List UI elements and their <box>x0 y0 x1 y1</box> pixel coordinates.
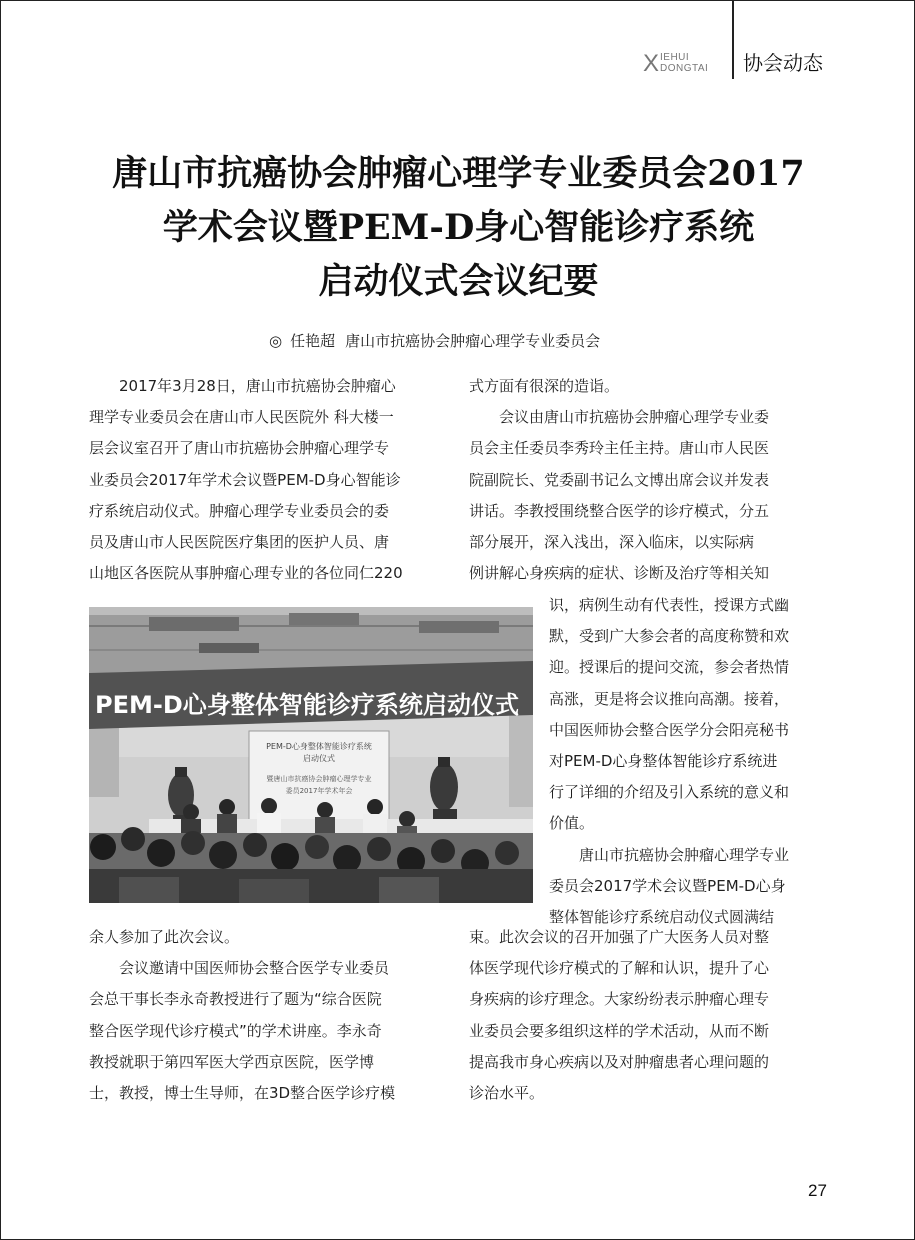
text-line: 疗系统启动仪式。肿瘤心理学专业委员会的委 <box>89 501 390 520</box>
brand-top: IEHUI <box>660 52 690 63</box>
text-line: 身疾病的诊疗理念。大家纷纷表示肿瘤心理专 <box>469 990 770 1009</box>
text-line: 提高我市身心疾病以及对肿瘤患者心理问题的 <box>469 1052 770 1071</box>
header-divider <box>732 1 734 79</box>
text-line: 理学专业委员会在唐山市人民医院外 科大楼一 <box>89 408 394 427</box>
text-line: 会总干事长李永奇教授进行了题为“综合医院 <box>89 990 382 1009</box>
text-line: 体医学现代诊疗模式的了解和认识，提升了心 <box>469 959 770 978</box>
brand-letter: X <box>643 50 660 77</box>
title-line: 启动仪式会议纪要 <box>318 261 599 302</box>
text-line: 高涨，更是将会议推向高潮。接着， <box>549 689 790 708</box>
body-column-right-bottom <box>469 922 831 1109</box>
text-line: 式方面有很深的造诣。 <box>469 377 620 395</box>
brand-bottom: DONGTAI <box>660 63 709 74</box>
text-line: 诊治水平。 <box>469 1084 545 1103</box>
text-line: 束。此次会议的召开加强了广大医务人员对整 <box>469 928 770 946</box>
screen-line: 暨唐山市抗癌协会肿瘤心理学专业 <box>266 775 372 783</box>
text-line: 院副院长、党委副书记么文博出席会议并发表 <box>469 470 770 489</box>
byline <box>269 329 600 353</box>
text-line: 价值。 <box>549 814 595 833</box>
text-line: 识，病例生动有代表性，授课方式幽 <box>549 596 790 614</box>
section-title: 协会动态 <box>743 51 823 75</box>
body-column-right-top <box>469 371 831 589</box>
article-title <box>61 147 856 309</box>
text-line: 讲话。李教授围绕整合医学的诊疗模式，分五 <box>469 501 770 520</box>
author-name: 任艳超 <box>290 332 336 350</box>
text-line: 唐山市抗癌协会肿瘤心理学专业 <box>549 845 790 864</box>
text-line: 会议由唐山市抗癌协会肿瘤心理学专业委 <box>469 408 770 427</box>
text-line: 层会议室召开了唐山市抗癌协会肿瘤心理学专 <box>89 439 390 458</box>
text-line: 员会主任委员李秀玲主任主持。唐山市人民医 <box>469 439 770 458</box>
text-line: 员及唐山市人民医院医疗集团的医护人员、唐 <box>89 533 390 552</box>
byline-mark: ◎ <box>269 332 283 350</box>
text-line: 山地区各医院从事肿瘤心理专业的各位同仁220 <box>89 564 403 583</box>
screen-line: 委员2017年学术年会 <box>285 787 353 795</box>
title-line: 学术会议暨PEM-D身心智能诊疗系统 <box>162 207 755 248</box>
brand-logo <box>643 51 723 77</box>
text-line: 行了详细的介绍及引入系统的意义和 <box>549 783 790 802</box>
text-line: 会议邀请中国医师协会整合医学专业委员 <box>89 959 390 978</box>
banner-text: PEM-D心身整体智能诊疗系统启动仪式 <box>95 691 519 719</box>
text-line: 迎。授课后的提问交流，参会者热情 <box>549 658 790 677</box>
text-line: 整合医学现代诊疗模式”的学术讲座。李永奇 <box>89 1021 382 1040</box>
body-column-right-wrap <box>549 590 831 933</box>
text-line: 默，受到广大参会者的高度称赞和欢 <box>549 627 790 646</box>
text-line: 业委员会2017年学术会议暨PEM-D身心智能诊 <box>89 470 401 489</box>
author-affiliation: 唐山市抗癌协会肿瘤心理学专业委员会 <box>345 332 601 350</box>
screen-line: PEM-D心身整体智能诊疗系统 <box>266 742 372 751</box>
text-line: 例讲解心身疾病的症状、诊断及治疗等相关知 <box>469 564 770 583</box>
body-column-left-top <box>89 371 459 589</box>
text-line: 业委员会要多组织这样的学术活动，从而不断 <box>469 1021 770 1040</box>
text-line: 余人参加了此次会议。 <box>89 928 240 946</box>
text-line: 士，教授，博士生导师，在3D整合医学诊疗模 <box>89 1084 396 1103</box>
screen-line: 启动仪式 <box>303 754 335 763</box>
body-column-left-bottom <box>89 922 459 1109</box>
text-line: 委员会2017学术会议暨PEM-D心身 <box>549 876 786 895</box>
text-line: 部分展开，深入浅出，深入临床，以实际病 <box>469 533 755 552</box>
title-line: 唐山市抗癌协会肿瘤心理学专业委员会2017 <box>112 153 805 194</box>
text-line: 整体智能诊疗系统启动仪式圆满结 <box>549 908 775 927</box>
text-line: 教授就职于第四军医大学西京医院，医学博 <box>89 1052 375 1071</box>
text-line: 2017年3月28日，唐山市抗癌协会肿瘤心 <box>89 377 396 395</box>
page-number: 27 <box>808 1181 827 1200</box>
text-line: 对PEM-D心身整体智能诊疗系统进 <box>549 752 778 771</box>
event-photo <box>89 607 533 903</box>
text-line: 中国医师协会整合医学分会阳亮秘书 <box>549 720 790 739</box>
